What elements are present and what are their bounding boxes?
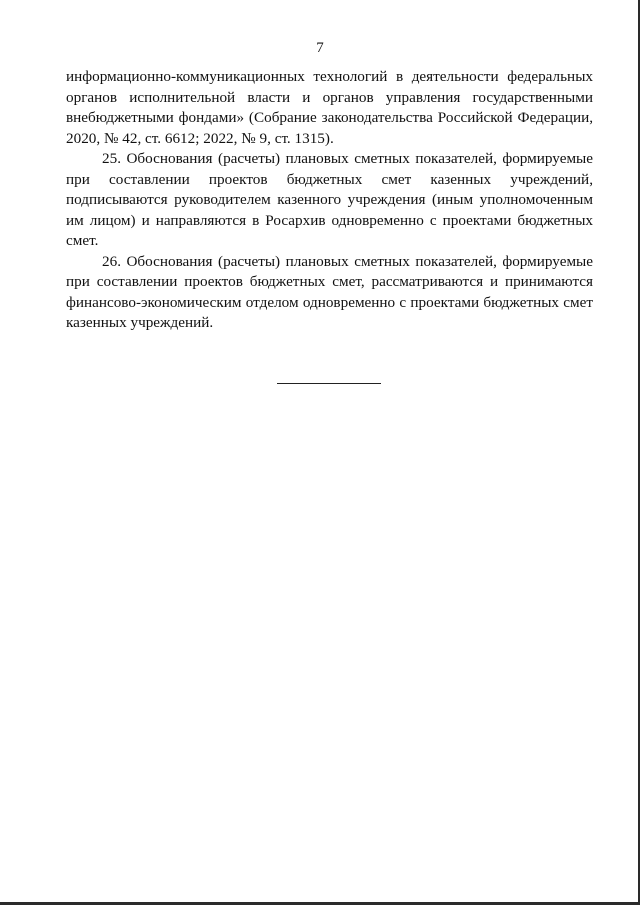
text-line: 26. Обоснования (расчеты) плановых сметных показателей, формируемые [102,252,593,270]
text-line: смет. [66,232,99,249]
text-line: при составлении проектов бюджетных смет, рассматриваются и принимаются [66,273,593,290]
paragraph-26 [66,252,593,334]
text-line: органов исполнительной власти и органов управления государственными [66,88,593,106]
text-line: информационно-коммуникационных технологий в деятельности федеральных [66,68,593,85]
end-separator-line [277,383,381,384]
document-body [66,67,593,334]
text-line: финансово-экономическим отделом одновременно с проектами бюджетных смет [66,293,593,311]
text-line: 2020, № 42, ст. 6612; 2022, № 9, ст. 1315). [66,129,334,147]
text-line: при составлении проектов бюджетных смет казенных учреждений, [66,170,593,188]
text-line: подписываются руководителем казенного учреждения (иным уполномоченным [66,191,593,208]
text-line: им лицом) и направляются в Росархив одновременно с проектами бюджетных [66,211,593,229]
page-number: 7 [316,40,324,56]
text-line: казенных учреждений. [66,314,214,331]
text-line: внебюджетными фондами» (Собрание законодательства Российской Федерации, [66,109,593,126]
text-line: 25. Обоснования (расчеты) плановых сметных показателей, формируемые [102,150,593,167]
paragraph-continuation [66,67,593,149]
paragraph-25 [66,149,593,252]
